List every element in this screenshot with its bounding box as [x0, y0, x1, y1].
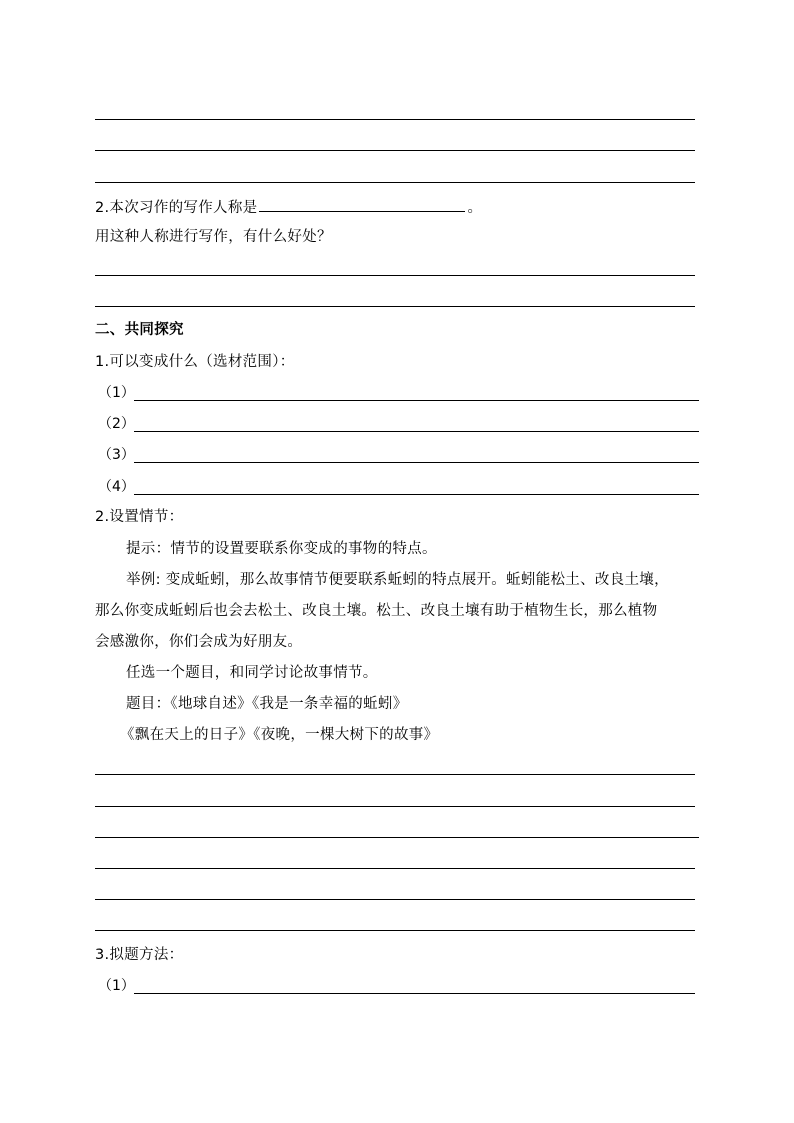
list-item-number: （1） [98, 385, 135, 401]
answer-line[interactable] [95, 182, 695, 183]
answer-line[interactable] [95, 868, 695, 869]
answer-line[interactable] [95, 899, 695, 900]
question-1-selection: 1.可以变成什么（选材范围）： [95, 354, 295, 370]
list-item-number: （2） [98, 416, 135, 432]
answer-line[interactable] [134, 993, 695, 994]
answer-line[interactable] [95, 150, 695, 151]
example-text: 举例: 变成蚯蚓，那么故事情节便要联系蚯蚓的特点展开。蚯蚓能松土、改良土壤， [126, 572, 669, 588]
hint-text: 提示：情节的设置要联系你变成的事物的特点。 [126, 541, 437, 557]
answer-line[interactable] [134, 431, 699, 432]
answer-line[interactable] [95, 306, 695, 307]
answer-line[interactable] [134, 462, 699, 463]
question-2-followup: 用这种人称进行写作，有什么好处？ [95, 229, 332, 245]
question-2-prefix: 2.本次习作的写作人称是 [95, 200, 258, 216]
answer-line[interactable] [95, 774, 695, 775]
list-item-number: （3） [98, 447, 135, 463]
question-2-perspective [95, 197, 482, 217]
question-2-suffix: 。 [467, 200, 483, 216]
answer-line[interactable] [134, 494, 699, 495]
list-item-number: （4） [98, 479, 135, 495]
task-text: 任选一个题目，和同学讨论故事情节。 [126, 665, 378, 681]
answer-line[interactable] [95, 930, 695, 931]
topics-text: 题目：《地球自述》《我是一条幸福的蚯蚓》 [126, 696, 408, 712]
answer-line[interactable] [95, 275, 695, 276]
question-3-title-method: 3.拟题方法： [95, 947, 184, 963]
perspective-blank[interactable] [259, 197, 465, 212]
example-text: 那么你变成蚯蚓后也会去松土、改良土壤。松土、改良土壤有助于植物生长，那么植物 [95, 603, 658, 619]
answer-line[interactable] [95, 119, 695, 120]
topics-text: 《飘在天上的日子》《夜晚，一棵大树下的故事》 [120, 727, 439, 743]
answer-line[interactable] [95, 837, 699, 838]
example-text: 会感激你，你们会成为好朋友。 [95, 634, 303, 650]
section-heading: 二、共同探究 [95, 322, 184, 338]
answer-line[interactable] [95, 806, 695, 807]
list-item-number: （1） [98, 978, 135, 994]
answer-line[interactable] [134, 400, 699, 401]
question-2-plot: 2.设置情节： [95, 509, 184, 525]
